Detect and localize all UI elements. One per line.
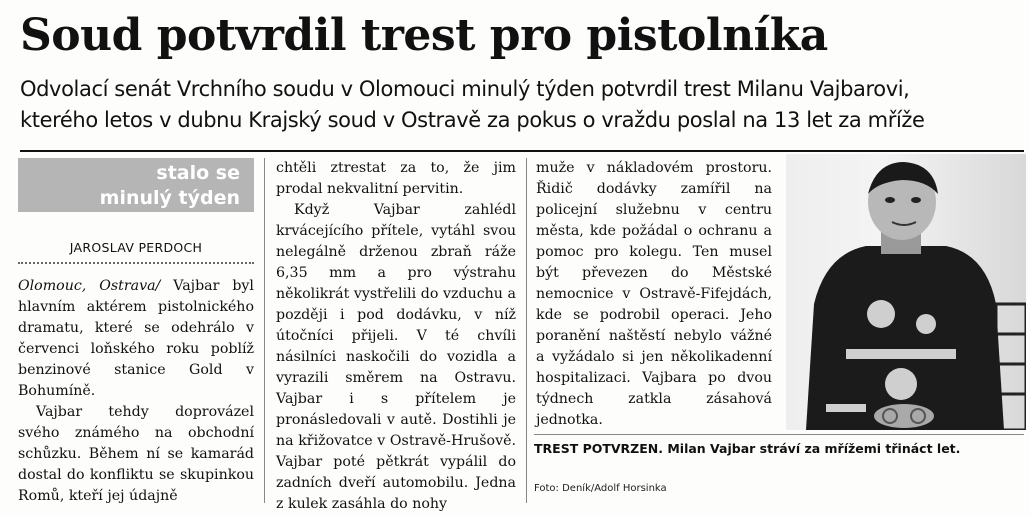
author-byline: JAROSLAV PERDOCH — [69, 240, 203, 255]
caption-head: TREST POTVRZEN. — [534, 441, 663, 456]
photo-caption — [534, 440, 1024, 458]
paragraph: Vajbar tehdy doprovázel svého známého na obchodní schůzku. Během ní se kamarád dostal do konfliktu se skupinkou Romů, kteří jej údajně — [18, 404, 254, 504]
dateline: Olomouc, Ostrava/ — [18, 278, 161, 294]
column-divider — [526, 158, 527, 503]
photo-credit: Foto: Deník/Adolf Horsinka — [534, 483, 667, 494]
perex-line: kterého letos v dubnu Krajský soud v Ostravě za pokus o vraždu poslal na 13 let za mříže — [20, 108, 925, 132]
top-rule — [20, 150, 1024, 152]
column-divider — [264, 158, 265, 503]
perex — [20, 74, 1024, 136]
paragraph: chtěli ztrestat za to, že jim prodal nekvalitní pervitin. — [276, 160, 516, 197]
photo-illustration — [786, 154, 1026, 430]
byline-divider — [18, 262, 254, 264]
paragraph: muže v nákladovém prostoru. Řidič dodávky zamířil na policejní služebnu v centru města, kde požádal o ochranu a pomoc pro kolegu. Ten musel být převezen do Městské nemocnice v Ostravě-Fifejdách, kde se podrobil operaci. Jeho poranění naštěstí nebylo vážné a vyžádalo si jen několikadenní hospitalizaci. Vajbara po dvou týdnech zatkla zásahová jednotka. — [536, 160, 772, 428]
caption-text: Milan Vajbar stráví za mřížemi třináct let. — [667, 441, 961, 456]
caption-rule — [534, 434, 1024, 435]
paragraph: Když Vajbar zahlédl krvácejícího přítele, vytáhl svou nelegálně drženou zbraň ráže 6,35 mm a pro výstrahu několikrát vystřelili do vzduchu a později i pod dodávku, v níž útočníci přijeli. V té chvíli násilníci naskočili do vozidla a vyrazili směrem na Ostravu. Vajbar i s přítelem je pronásledovali v autě. Dostihli je na křižovatce v Ostravě-Hrušově. Vajbar poté pětkrát vypálil do zadních dveří automobilu. Jedna z kulek zasáhla do nohy — [276, 202, 516, 512]
kicker-line: stalo se — [156, 162, 240, 184]
section-kicker — [18, 158, 254, 212]
column-3 — [536, 158, 772, 431]
kicker-line: minulý týden — [99, 187, 240, 209]
paragraph — [18, 276, 254, 402]
column-2 — [276, 158, 516, 515]
headline: Soud potvrdil trest pro pistolníka — [20, 10, 828, 61]
paragraph-text: Vajbar byl hlavním aktérem pistolnického dramatu, které se odehrálo v červenci loňského roku poblíž benzinové stanice Gold v Bohumíně. — [18, 278, 254, 399]
article-photo — [786, 154, 1026, 430]
perex-line: Odvolací senát Vrchního soudu v Olomouci minulý týden potvrdil trest Milanu Vajbarovi, — [20, 77, 910, 101]
